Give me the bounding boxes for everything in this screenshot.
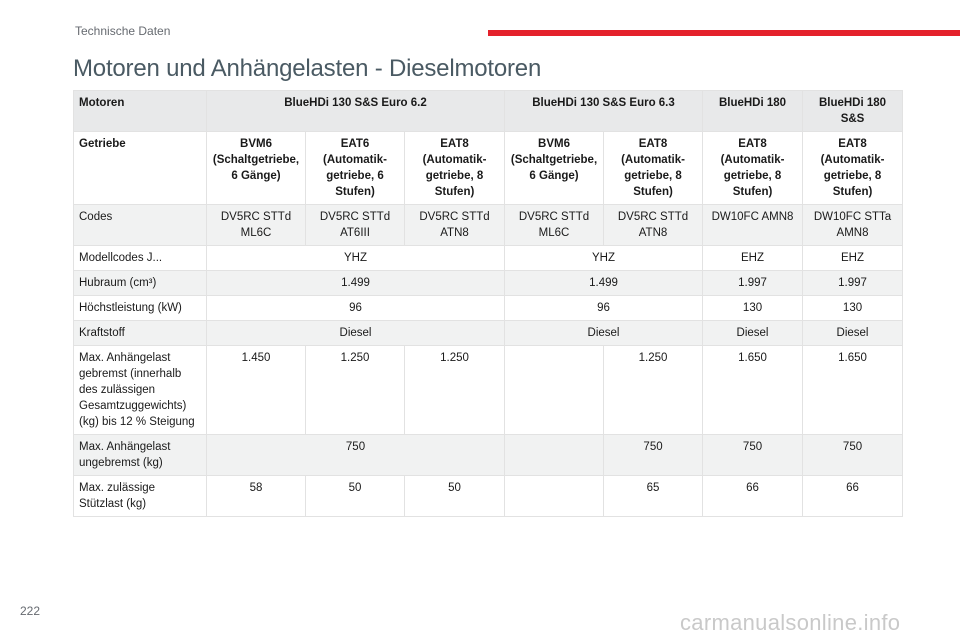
table-row-braked-load (74, 346, 903, 435)
table-cell: DV5RC STTd ML6C (207, 205, 306, 246)
table-cell: 96 (505, 296, 703, 321)
table-cell: 130 (703, 296, 803, 321)
table-cell: 750 (207, 435, 505, 476)
table-row-model-codes (74, 246, 903, 271)
table-cell: DV5RC STTd ATN8 (405, 205, 505, 246)
engine-header: BlueHDi 180 (703, 91, 803, 132)
row-label-nose-weight: Max. zulässige Stützlast (kg) (74, 476, 207, 517)
table-cell (505, 476, 604, 517)
table-cell: EAT8 (Automatik-getriebe, 8 Stufen) (803, 132, 903, 205)
header-accent-bar (488, 30, 960, 36)
table-cell: 1.450 (207, 346, 306, 435)
table-cell: 1.997 (803, 271, 903, 296)
table-cell: 1.250 (604, 346, 703, 435)
table-cell: EHZ (803, 246, 903, 271)
table-cell: DW10FC AMN8 (703, 205, 803, 246)
table-cell: 750 (703, 435, 803, 476)
table-cell: 65 (604, 476, 703, 517)
running-header: Technische Daten (75, 24, 171, 38)
page-title: Motoren und Anhängelasten - Dieselmotoren (73, 55, 542, 82)
row-label-braked-load: Max. Anhängelast gebremst (innerhalb des zulässigen Gesamtzuggewichts) (kg) bis 12 % Steigung (74, 346, 207, 435)
table-cell: 1.650 (703, 346, 803, 435)
table-cell: Diesel (703, 321, 803, 346)
spec-table (73, 90, 903, 517)
table-cell (505, 435, 604, 476)
page-number: 222 (20, 604, 41, 618)
table-cell: Diesel (207, 321, 505, 346)
table-cell: DW10FC STTa AMN8 (803, 205, 903, 246)
row-label-gearbox: Getriebe (74, 132, 207, 205)
table-cell: 50 (306, 476, 405, 517)
row-label-displacement: Hubraum (cm³) (74, 271, 207, 296)
table-cell: 1.650 (803, 346, 903, 435)
table-cell: 130 (803, 296, 903, 321)
engine-header: BlueHDi 130 S&S Euro 6.2 (207, 91, 505, 132)
table-cell: EHZ (703, 246, 803, 271)
table-row-power (74, 296, 903, 321)
table-cell: YHZ (207, 246, 505, 271)
table-row-engines (74, 91, 903, 132)
table-cell: YHZ (505, 246, 703, 271)
table-cell: EAT6 (Automatik-getriebe, 6 Stufen) (306, 132, 405, 205)
table-cell: 1.499 (207, 271, 505, 296)
row-label-model-codes: Modellcodes J... (74, 246, 207, 271)
table-cell: 96 (207, 296, 505, 321)
table-row-unbraked-load (74, 435, 903, 476)
table-cell: 750 (604, 435, 703, 476)
table-row-gearbox (74, 132, 903, 205)
table-cell: DV5RC STTd ML6C (505, 205, 604, 246)
table-cell: Diesel (505, 321, 703, 346)
table-cell: BVM6 (Schaltgetriebe, 6 Gänge) (207, 132, 306, 205)
table-cell: 750 (803, 435, 903, 476)
table-cell: EAT8 (Automatik-getriebe, 8 Stufen) (703, 132, 803, 205)
row-label-engines: Motoren (74, 91, 207, 132)
table-cell: 1.250 (306, 346, 405, 435)
table-cell: BVM6 (Schaltgetriebe, 6 Gänge) (505, 132, 604, 205)
table-row-fuel (74, 321, 903, 346)
engine-header: BlueHDi 180 S&S (803, 91, 903, 132)
table-cell: 66 (803, 476, 903, 517)
table-cell: EAT8 (Automatik-getriebe, 8 Stufen) (604, 132, 703, 205)
row-label-power: Höchstleistung (kW) (74, 296, 207, 321)
engine-header: BlueHDi 130 S&S Euro 6.3 (505, 91, 703, 132)
table-cell: 1.250 (405, 346, 505, 435)
row-label-unbraked-load: Max. Anhängelast ungebremst (kg) (74, 435, 207, 476)
table-cell: 58 (207, 476, 306, 517)
table-cell: 66 (703, 476, 803, 517)
table-cell: 1.499 (505, 271, 703, 296)
row-label-fuel: Kraftstoff (74, 321, 207, 346)
table-row-displacement (74, 271, 903, 296)
table-cell: Diesel (803, 321, 903, 346)
watermark: carmanualsonline.info (680, 610, 901, 635)
table-cell: DV5RC STTd ATN8 (604, 205, 703, 246)
table-cell: DV5RC STTd AT6III (306, 205, 405, 246)
table-cell: EAT8 (Automatik-getriebe, 8 Stufen) (405, 132, 505, 205)
table-cell (505, 346, 604, 435)
table-row-nose-weight (74, 476, 903, 517)
row-label-codes: Codes (74, 205, 207, 246)
table-row-codes (74, 205, 903, 246)
table-cell: 50 (405, 476, 505, 517)
table-cell: 1.997 (703, 271, 803, 296)
